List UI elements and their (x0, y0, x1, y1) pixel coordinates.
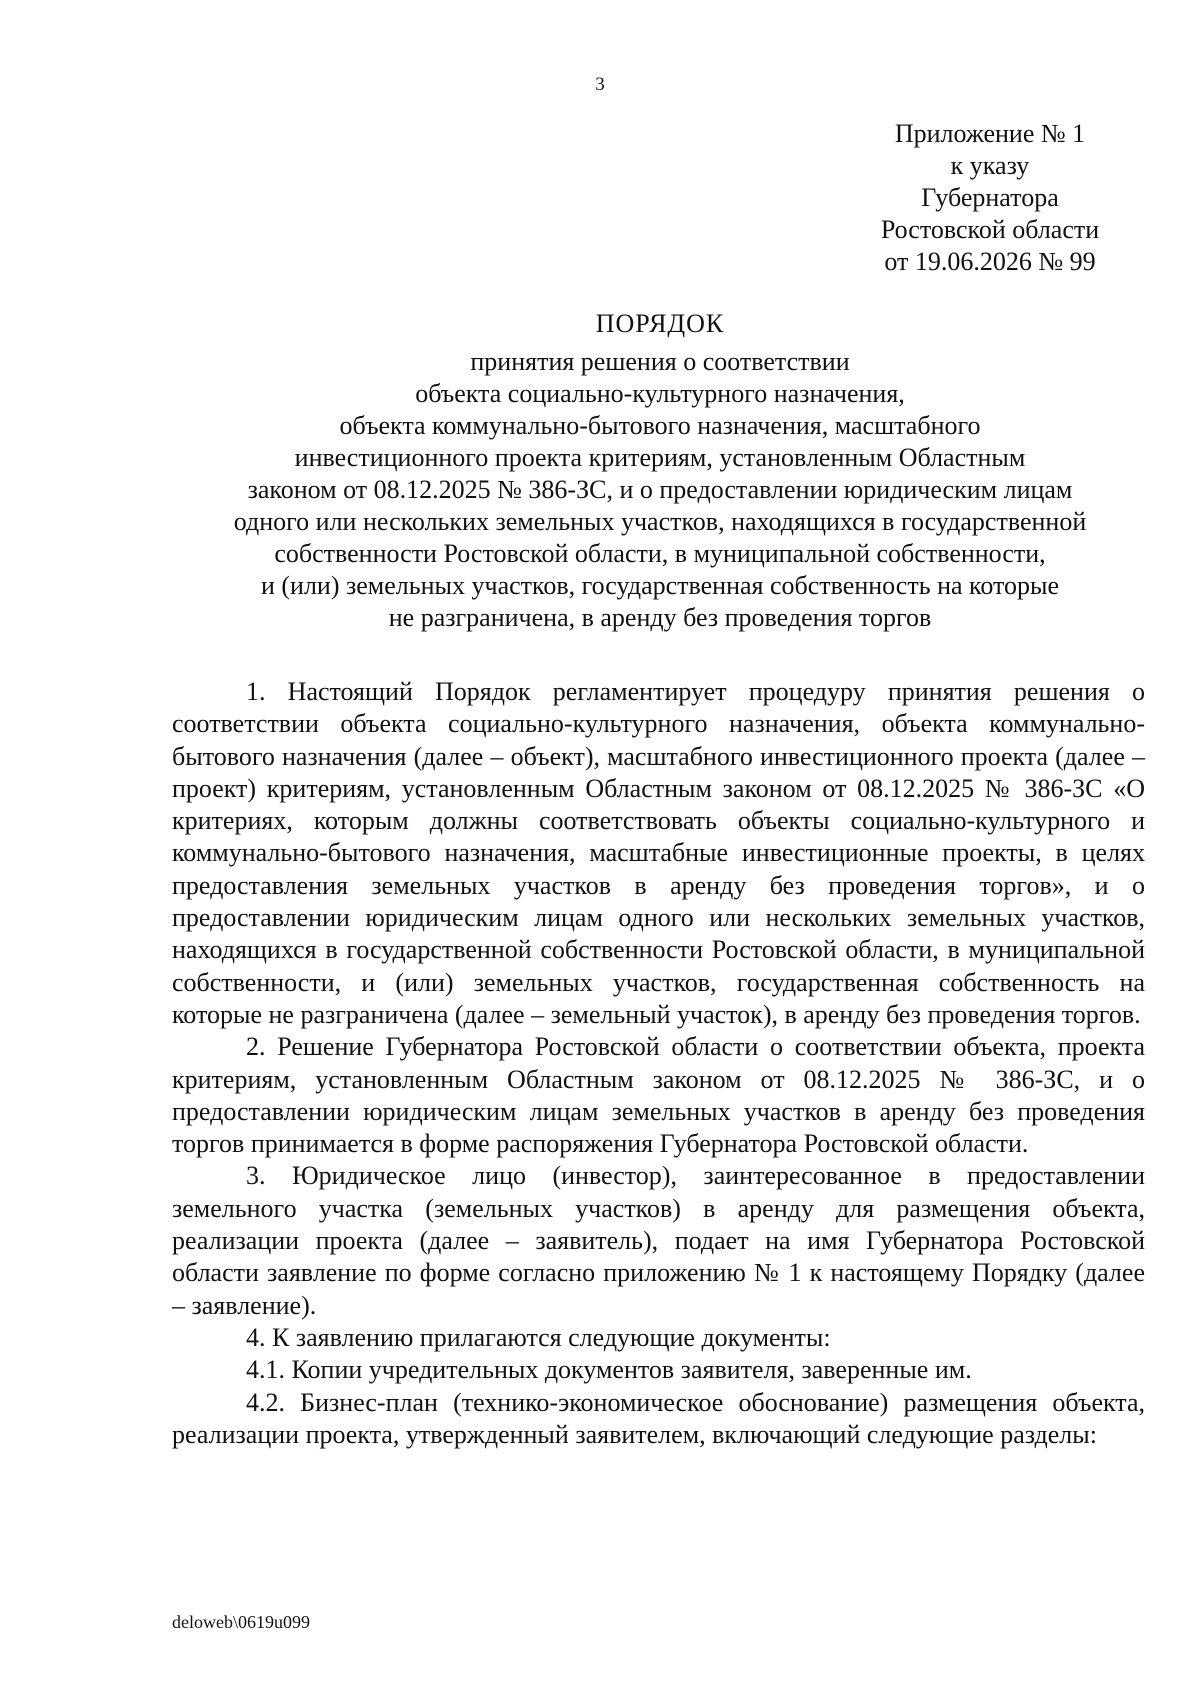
appendix-line: Приложение № 1 (894, 119, 1086, 148)
appendix-block (840, 118, 1140, 278)
appendix-line: Ростовской области (880, 215, 1100, 244)
page-number: 3 (595, 74, 605, 95)
paragraph-2: 2. Решение Губернатора Ростовской области о соответствии объекта, проекта критериям, установленным Областным законом от 08.12.2025 № 386-ЗС, и о предоставлении юридическим лицам земельных участков в аренду без проведения торгов принимается в форме распоряжения Губернатора Ростовской области. (172, 1032, 1145, 1159)
paragraph-4: 4. К заявлению прилагаются следующие документы: (246, 1322, 831, 1352)
subtitle-line: объекта социально-культурного назначения, (415, 379, 905, 408)
paragraph-4-1: 4.1. Копии учредительных документов заявителя, заверенные им. (246, 1355, 972, 1385)
subtitle-line: не разграничена, в аренду без проведения торгов (388, 603, 932, 632)
title-block (120, 308, 1200, 634)
document-title: ПОРЯДОК (595, 309, 725, 338)
paragraph-1: 1. Настоящий Порядок регламентирует процедуру принятия решения о соответствии объекта социально-культурного назначения, объекта коммунально-бытового назначения (далее – объект), масштабного инвестиционного проекта (далее – проект) критериям, установленным Областным законом от 08.12.2025 № 386-ЗС «О критериях, которым должны соответствовать объекты социально-культурного и коммунально-бытового назначения, масштабные инвестиционные проекты, в целях предоставления земельных участков в аренду без проведения торгов», и о предоставлении юридическим лицам одного или нескольких земельных участков, находящихся в государственной собственности Ростовской области, в муниципальной собственности, и (или) земельных участков, государственная собственность на которые не разграничена (далее – земельный участок), в аренду без проведения торгов. (172, 677, 1145, 1029)
subtitle-line: принятия решения о соответствии (470, 347, 850, 376)
paragraph-4-2: 4.2. Бизнес-план (технико-экономическое обоснование) размещения объекта, реализации проекта, утвержденный заявителем, включающий следующие разделы: (172, 1387, 1145, 1449)
appendix-line: к указу (950, 151, 1030, 180)
document-body (172, 676, 1145, 1451)
appendix-line: от 19.06.2026 № 99 (884, 247, 1096, 276)
subtitle-line: объекта коммунально-бытового назначения, масштабного (339, 411, 981, 440)
subtitle-line: инвестиционного проекта критериям, установленным Областным (294, 443, 1026, 472)
paragraph-3: 3. Юридическое лицо (инвестор), заинтересованное в предоставлении земельного участка (земельных участков) в аренду для размещения объекта, реализации проекта (далее – заявитель), подает на имя Губернатора Ростовской области заявление по форме согласно приложению № 1 к настоящему Порядку (далее – заявление). (172, 1161, 1145, 1320)
document-subtitle (120, 346, 1200, 634)
footer-document-code: deloweb\0619u099 (172, 1612, 310, 1632)
subtitle-line: законом от 08.12.2025 № 386-ЗС, и о предоставлении юридическим лицам (247, 475, 1073, 504)
subtitle-line: одного или нескольких земельных участков, находящихся в государственной (233, 507, 1087, 536)
subtitle-line: собственности Ростовской области, в муниципальной собственности, (274, 539, 1046, 568)
subtitle-line: и (или) земельных участков, государственная собственность на которые (260, 571, 1060, 600)
appendix-line: Губернатора (921, 183, 1059, 212)
